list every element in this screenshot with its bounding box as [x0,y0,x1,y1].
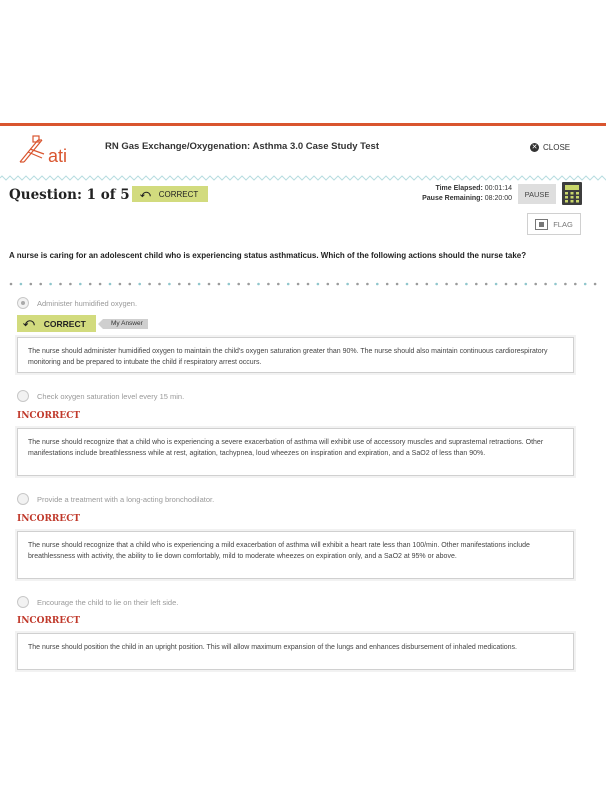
option-4-text: Encourage the child to lie on their left side. [37,597,179,607]
pause-remaining-value: 08:20:00 [484,195,512,202]
option-3-text: Provide a treatment with a long-acting bronchodilator. [37,494,215,504]
calculator-icon[interactable] [562,182,582,205]
question-bar [0,174,606,244]
option-1-radio[interactable] [17,297,29,309]
return-arrow-icon: ⤺ [23,317,35,329]
flag-icon [535,219,548,230]
question-status-badge [132,186,208,202]
close-icon: ✕ [531,144,538,151]
header [0,126,606,168]
app-title: RN Gas Exchange/Oxygenation: Asthma 3.0 Case Study Test [105,141,379,152]
option-4-result: INCORRECT [17,616,81,626]
option-1-text: Administer humidified oxygen. [37,298,138,308]
option-2[interactable] [17,390,184,402]
question-text: A nurse is caring for an adolescent child who is experiencing status asthmaticus. Which of the following actions should the nurse take? [9,251,527,260]
option-2-text: Check oxygen saturation level every 15 min. [37,391,185,401]
timer [400,184,512,204]
option-2-result: INCORRECT [17,411,81,421]
question-counter: Question: 1 of 5 [9,187,130,203]
option-1-rationale: The nurse should administer humidified oxygen to maintain the child's oxygen saturation greater than 90%. The nurse should also maintain continuous cardiorespiratory monitoring and be prepared to intubate the child if respiratory arrest occurs. [17,337,574,373]
ati-logo [16,132,76,170]
option-1-correct-badge [17,315,96,332]
my-answer-tag: My Answer [103,319,148,329]
option-3-rationale: The nurse should recognize that a child who is experiencing a mild exacerbation of asthma will exhibit a heart rate less than 100/min. Other manifestations include breathlessness with activity, the ability to lie down comfortably, mild to moderate wheezes on expiration only, and a SaO2 at 95% or above. [17,531,574,579]
flag-label: FLAG [553,219,573,229]
time-elapsed-label: Time Elapsed: [435,185,483,192]
option-1[interactable] [17,297,137,309]
option-4[interactable] [17,596,178,608]
option-4-radio[interactable] [17,596,29,608]
option-2-radio[interactable] [17,390,29,402]
option-3-radio[interactable] [17,493,29,505]
dotted-divider [9,274,599,280]
option-3-result: INCORRECT [17,514,81,524]
option-3[interactable] [17,493,214,505]
time-elapsed-value: 00:01:14 [484,185,512,192]
option-4-rationale: The nurse should position the child in an upright position. This will allow maximum expansion of the lungs and enhances disbursement of inhaled medications. [17,633,574,670]
option-2-rationale: The nurse should recognize that a child who is experiencing a severe exacerbation of asthma will exhibit use of accessory muscles and suprasternal retractions. Other manifestations include breathlessness while at rest, agitation, tachypnea, loud wheezes on inspiration and expiration, and a SaO2 of less than 90%. [17,428,574,476]
close-button[interactable] [530,143,570,152]
pause-remaining-label: Pause Remaining: [422,195,483,202]
pause-button[interactable]: PAUSE [518,184,556,204]
logo-text: ati [48,146,68,166]
flag-button[interactable] [527,213,581,235]
option-1-result: CORRECT [43,318,86,329]
status-label: CORRECT [158,189,199,199]
close-label: CLOSE [543,143,571,152]
return-arrow-icon: ⤺ [140,188,151,200]
